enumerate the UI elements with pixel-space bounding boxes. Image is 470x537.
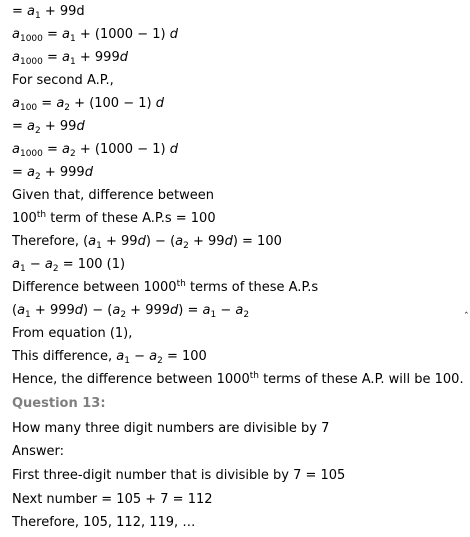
equation-line: $a_1 - a_2 = 100$ (1): [12, 257, 126, 274]
answer-label: Answer:: [12, 444, 65, 459]
text-line: Hence, the difference between 1000th terms of these A.P. will be 100.: [12, 371, 464, 387]
equation-line: = $a_2 + 999d$: [12, 165, 93, 182]
answer-line: Next number = 105 + 7 = 112: [12, 492, 213, 507]
equation-line: $a_{1000} = a_1 + 999d$: [12, 50, 128, 67]
text-line: For second A.P.,: [12, 73, 114, 88]
equation-line: This difference, $a_1 - a_2 = 100$: [12, 349, 207, 366]
equation-line: $a_{1000} = a_2 + (1000 - 1)$ d: [12, 142, 178, 159]
equation-line: = $a_2 + 99d$: [12, 119, 85, 136]
answer-line: First three-digit number that is divisible by 7 = 105: [12, 468, 346, 483]
text-line: Given that, difference between: [12, 188, 215, 203]
equation-line: $a_{100} = a_2 + (100 - 1)$ d: [12, 96, 164, 113]
equation-line: Therefore, $(a_1 + 99d) - (a_2 + 99d) = 100$: [12, 234, 282, 251]
answer-line: Therefore, 105, 112, 119, …: [12, 515, 196, 530]
equation-line: $(a_1 + 999d) - (a_2 + 999d) = a_1 - a_2$: [12, 303, 250, 320]
question-text: How many three digit numbers are divisible by 7: [12, 421, 330, 436]
equation-line: = $a_1 + 99d$: [12, 4, 85, 21]
text-line: 100th term of these A.P.s = 100: [12, 210, 216, 226]
question-heading: Question 13:: [12, 396, 106, 411]
equation-line: $a_{1000} = a_1 + (1000 - 1)$ d: [12, 27, 178, 44]
text-line: Difference between 1000th terms of these A.P.s: [12, 279, 319, 295]
margin-mark-icon: ‸: [464, 303, 468, 314]
text-line: From equation (1),: [12, 326, 133, 341]
